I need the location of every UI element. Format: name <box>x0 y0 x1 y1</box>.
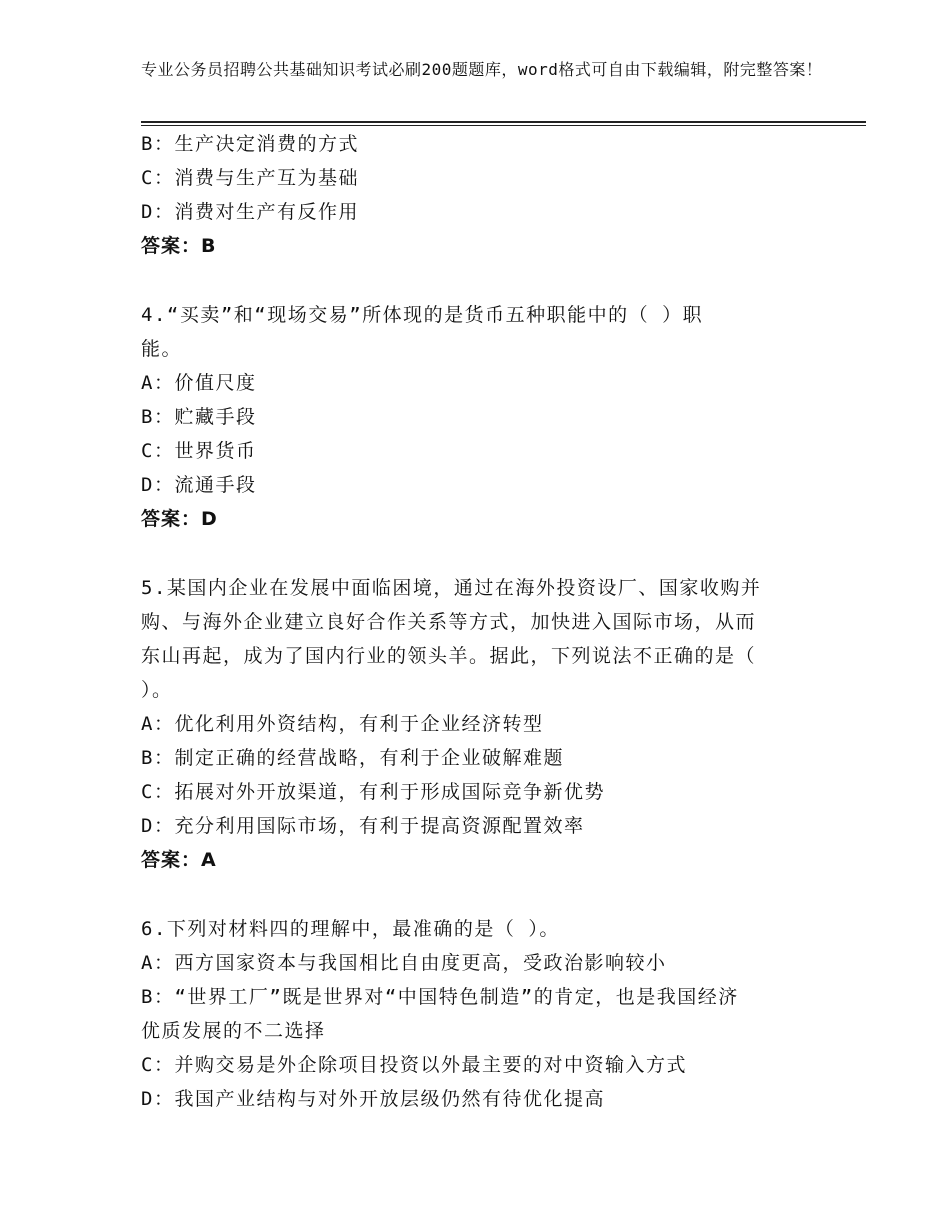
spacer <box>141 263 831 298</box>
q5-option-a: A：优化利用外资结构，有利于企业经济转型 <box>141 713 544 735</box>
q4-option-a: A：价值尺度 <box>141 372 257 394</box>
spacer <box>141 536 831 571</box>
q6-option-a: A：西方国家资本与我国相比自由度更高，受政治影响较小 <box>141 952 667 974</box>
q4-option-d: D：流通手段 <box>141 474 257 496</box>
q5-option-c: C：拓展对外开放渠道，有利于形成国际竞争新优势 <box>141 781 605 803</box>
header-divider-thin <box>141 125 866 126</box>
q5-answer <box>141 843 831 877</box>
q3-answer-label: 答案： <box>141 235 202 257</box>
q3-option-c: C：消费与生产互为基础 <box>141 167 359 189</box>
q6-option-b-line-1: B：“世界工厂”既是世界对“中国特色制造”的肯定，也是我国经济 <box>141 986 739 1008</box>
q3-option-b: B：生产决定消费的方式 <box>141 133 359 155</box>
header-divider-thick <box>141 121 866 123</box>
q4-option-b: B：贮藏手段 <box>141 406 257 428</box>
question-content <box>141 127 831 1116</box>
q3-option-d: D：消费对生产有反作用 <box>141 201 359 223</box>
q5-answer-label: 答案： <box>141 849 202 871</box>
q5-stem-line-3: 东山再起，成为了国内行业的领头羊。据此，下列说法不正确的是（ <box>141 645 757 667</box>
q4-option-c: C：世界货币 <box>141 440 257 462</box>
q5-stem-line-2: 购、与海外企业建立良好合作关系等方式，加快进入国际市场，从而 <box>141 611 757 633</box>
q6-option-b-line-2: 优质发展的不二选择 <box>141 1020 326 1042</box>
q4-answer-value: D <box>201 508 218 530</box>
q5-option-d: D：充分利用国际市场，有利于提高资源配置效率 <box>141 815 585 837</box>
spacer <box>141 877 831 912</box>
q6-stem-line-1: 6.下列对材料四的理解中，最准确的是（ ）。 <box>141 918 560 940</box>
q4-answer-label: 答案： <box>141 508 202 530</box>
q3-answer-value: B <box>201 235 217 257</box>
q4-answer <box>141 502 831 536</box>
q6-option-c: C：并购交易是外企除项目投资以外最主要的对中资输入方式 <box>141 1054 687 1076</box>
q5-answer-value: A <box>201 849 217 871</box>
q3-answer <box>141 229 831 263</box>
q5-stem-line-1: 5.某国内企业在发展中面临困境，通过在海外投资设厂、国家收购并 <box>141 577 762 599</box>
q4-stem-line-2: 能。 <box>141 338 183 360</box>
q5-stem-line-4: ）。 <box>141 679 173 701</box>
q5-option-b: B：制定正确的经营战略，有利于企业破解难题 <box>141 747 564 769</box>
q4-stem-line-1: 4.“买卖”和“现场交易”所体现的是货币五种职能中的（ ）职 <box>141 304 704 326</box>
page-header: 专业公务员招聘公共基础知识考试必刷200题题库，word格式可自由下载编辑，附完整答案！ <box>141 60 823 79</box>
q6-option-d: D：我国产业结构与对外开放层级仍然有待优化提高 <box>141 1088 605 1110</box>
